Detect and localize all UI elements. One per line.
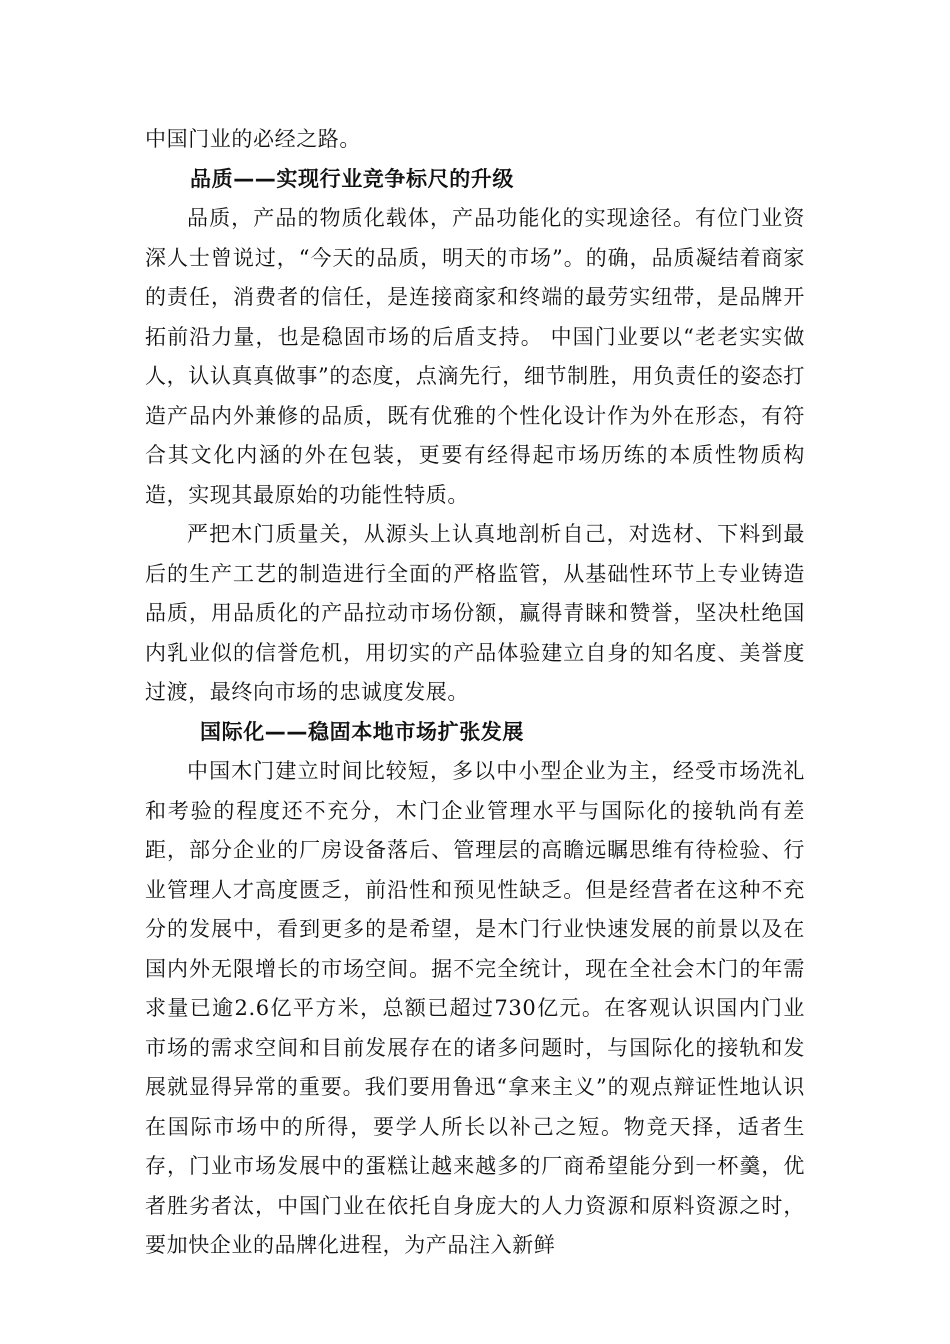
section-heading-internationalization: 国际化——稳固本地市场扩张发展	[200, 719, 524, 744]
lead-line: 中国门业的必经之路。	[145, 127, 361, 151]
quality-paragraph-2: 严把木门质量关，从源头上认真地剖析自己，对选材、下料到最后的生产工艺的制造进行全面的严格监管，从基础性环节上专业铸造品质，用品质化的产品拉动市场份额，赢得青睐和赞誉，坚决杜绝国内乳业似的信誉危机，用切实的产品体验建立自身的知名度、美誉度过渡，最终向市场的忠诚度发展。	[145, 522, 805, 704]
internationalization-paragraph-1: 中国木门建立时间比较短，多以中小型企业为主，经受市场洗礼和考验的程度还不充分，木门企业管理水平与国际化的接轨尚有差距，部分企业的厂房设备落后、管理层的高瞻远瞩思维有待检验、行业管理人才高度匮乏，前沿性和预见性缺乏。但是经营者在这种不充分的发展中，看到更多的是希望，是木门行业快速发展的前景以及在国内外无限增长的市场空间。据不完全统计，现在全社会木门的年需求量已逾2.6亿平方米，总额已超过730亿元。在客观认识国内门业市场的需求空间和目前发展存在的诸多问题时，与国际化的接轨和发展就显得异常的重要。我们要用鲁迅“拿来主义”的观点辩证性地认识在国际市场中的所得，要学人所长以补己之短。物竞天择，适者生存，门业市场发展中的蛋糕让越来越多的厂商希望能分到一杯羹，优者胜劣者汰，中国门业在依托自身庞大的人力资源和原料资源之时，要加快企业的品牌化进程，为产品注入新鲜	[145, 759, 805, 1257]
section-heading-quality: 品质——实现行业竞争标尺的升级	[190, 166, 514, 191]
document-page	[145, 120, 805, 1266]
quality-paragraph-1: 品质，产品的物质化载体，产品功能化的实现途径。有位门业资深人士曾说过，“今天的品质，明天的市场”。的确，品质凝结着商家的责任，消费者的信任，是连接商家和终端的最劳实纽带，是品牌开拓前沿力量，也是稳固市场的后盾支持。 中国门业要以“老老实实做人，认认真真做事”的态度，点滴先行，细节制胜，用负责任的姿态打造产品内外兼修的品质，既有优雅的个性化设计作为外在形态，有符合其文化内涵的外在包装，更要有经得起市场历练的本质性物质构造，实现其最原始的功能性特质。	[145, 206, 805, 507]
